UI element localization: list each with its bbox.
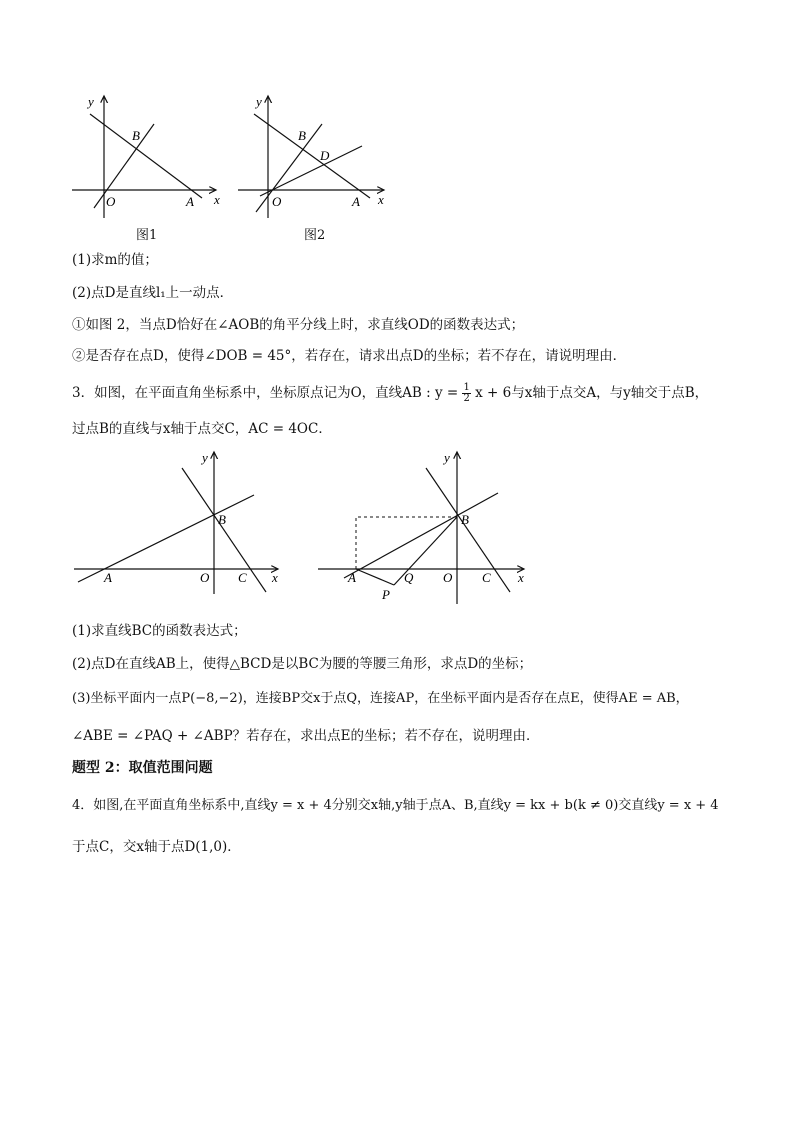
label-b: B <box>461 512 469 527</box>
figure-2-caption: 图2 <box>304 228 326 243</box>
p2-q1: (1)求m的值； <box>72 252 158 268</box>
label-x: x <box>272 570 278 585</box>
label-o: O <box>443 570 453 585</box>
label-o: O <box>272 194 282 209</box>
label-y: y <box>256 94 262 109</box>
p2-q2-2: ②是否存在点D，使得∠DOB = 45°，若存在，请求出点D的坐标；若不存在，请说明理由． <box>72 348 627 364</box>
label-y: y <box>88 94 94 109</box>
label-a: A <box>104 570 112 585</box>
p4-line1: 4．如图,在平面直角坐标系中,直线y = x + 4分别交x轴,y轴于点A、B,直线y = kx + b(k ≠ 0)交直线y = x + 4 <box>72 798 719 813</box>
label-b: B <box>132 128 140 143</box>
p3-fraction <box>462 383 470 404</box>
p3-intro <box>72 380 708 406</box>
p3-frac-num: 1 <box>463 382 470 393</box>
figure-2 <box>232 90 392 220</box>
p4-line2: 于点C，交x轴于点D(1,0)． <box>72 839 241 855</box>
p3-q3a: (3)坐标平面内一点P(−8,−2)，连接BP交x于点Q，连接AP，在坐标平面内是否存在点E，使得AE = AB， <box>72 691 689 706</box>
line-bc <box>182 468 266 592</box>
label-d: D <box>320 148 330 163</box>
label-x: x <box>214 192 220 207</box>
label-x: x <box>378 192 384 207</box>
p3-intro-b: x + 6与x轴于点交A，与y轴交于点B， <box>475 385 709 401</box>
figure-3-left <box>70 448 290 596</box>
line-ob <box>256 124 322 212</box>
line-ab <box>344 493 498 578</box>
label-q: Q <box>404 570 414 585</box>
p2-q2: (2)点D是直线l₁上一动点． <box>72 285 234 301</box>
line-ab <box>90 114 202 198</box>
p3-frac-den: 2 <box>463 393 470 404</box>
label-o: O <box>106 194 116 209</box>
label-y: y <box>202 450 208 465</box>
p3-q2: (2)点D在直线AB上，使得△BCD是以BC为腰的等腰三角形，求点D的坐标； <box>72 656 533 672</box>
label-o: O <box>200 570 210 585</box>
label-c: C <box>238 570 247 585</box>
label-c: C <box>482 570 491 585</box>
label-b: B <box>218 512 226 527</box>
line-bc <box>426 468 510 592</box>
section-title: 题型 2：取值范围问题 <box>72 760 213 776</box>
line-ap <box>356 569 394 585</box>
line-ob <box>94 124 154 208</box>
line-od <box>260 146 362 196</box>
p3-q1: (1)求直线BC的函数表达式； <box>72 623 247 639</box>
label-b: B <box>298 128 306 143</box>
p3-intro2: 过点B的直线与x轴于点交C，AC = 4OC． <box>72 421 332 437</box>
p3-intro-a: 3．如图，在平面直角坐标系中，坐标原点记为O，直线AB : y = <box>72 385 459 401</box>
label-x: x <box>518 570 524 585</box>
label-y: y <box>444 450 450 465</box>
p2-q2-1: ①如图 2，当点D恰好在∠AOB的角平分线上时，求直线OD的函数表达式； <box>72 317 525 333</box>
p3-q3b: ∠ABE = ∠PAQ + ∠ABP？若存在，求出点E的坐标；若不存在，说明理由． <box>72 728 540 744</box>
figure-3-right <box>314 448 534 608</box>
label-a: A <box>348 570 356 585</box>
figure-1 <box>66 90 226 220</box>
label-a: A <box>352 194 360 209</box>
label-p: P <box>382 587 390 602</box>
line-ab <box>254 114 370 198</box>
figure-1-caption: 图1 <box>136 228 158 243</box>
label-a: A <box>186 194 194 209</box>
